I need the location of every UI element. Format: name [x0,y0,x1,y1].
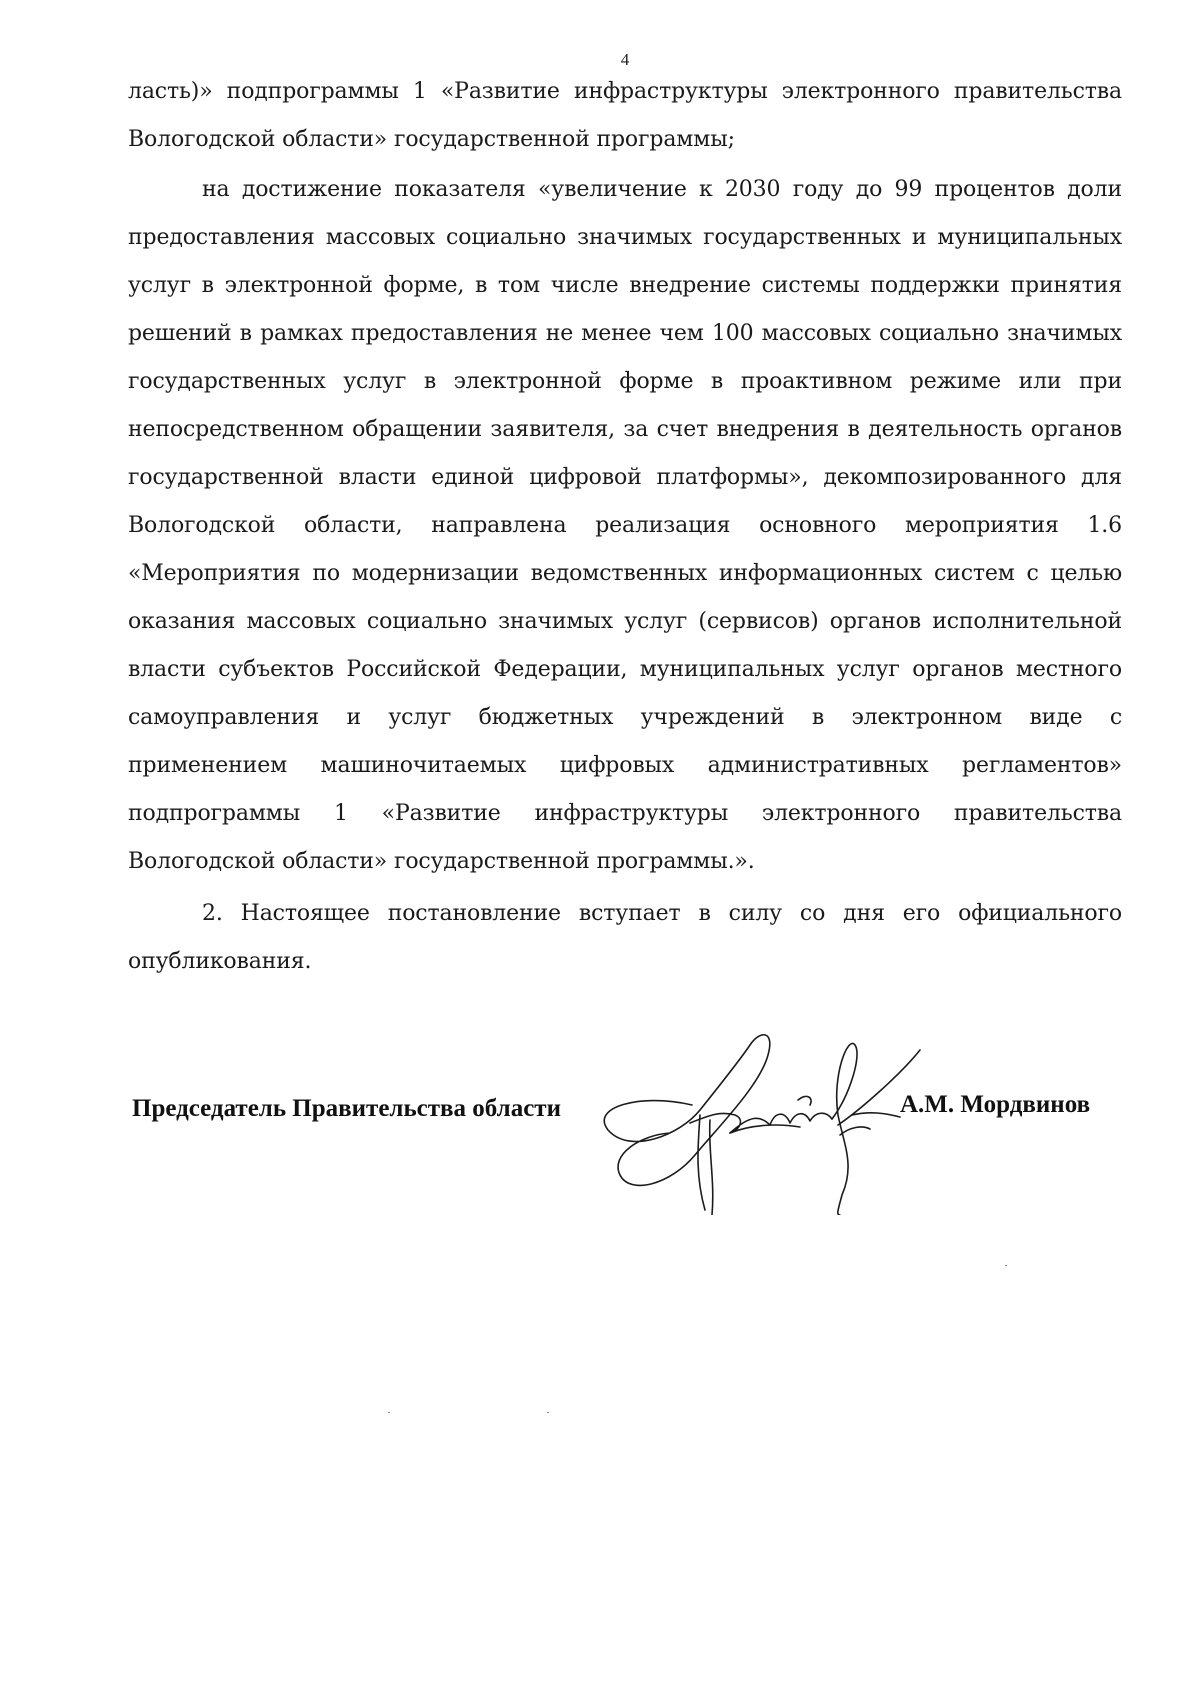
paragraph-continuation: ласть)» подпрограммы 1 «Развитие инфраструктуры электронного правительства Вологодской области» государственной программы; [128,79,1122,152]
signatory-position: Председатель Правительства области [132,1095,561,1122]
paragraph-effective-date: 2. Настоящее постановление вступает в силу со дня его официального опубликования. [128,901,1122,974]
scan-speck [1005,1265,1007,1266]
page-number: 4 [620,50,630,69]
scan-speck [388,1412,390,1413]
signatory-name: А.М. Мордвинов [900,1091,1091,1118]
scan-speck [547,1412,549,1413]
document-body [128,68,1122,986]
paragraph-indicator: на достижение показателя «увеличение к 2030 году до 99 процентов доли предоставления массовых социально значимых государственных и муниципальных услуг в электронной форме, в том числе внедрение системы поддержки принятия решений в рамках предоставления не менее чем 100 массовых социально значимых государственных услуг в электронной форме в проактивном режиме или при непосредственном обращении заявителя, за счет внедрения в деятельность органов государственной власти единой цифровой платформы», декомпозированного для Вологодской области, направлена реализация основного мероприятия 1.6 «Мероприятия по модернизации ведомственных информационных систем с целью оказания массовых социально значимых услуг (сервисов) органов исполнительной власти субъектов Российской Федерации, муниципальных услуг органов местного самоуправления и услуг бюджетных учреждений в электронном виде с применением машиночитаемых цифровых административных регламентов» подпрограммы 1 «Развитие инфраструктуры электронного правительства Вологодской области» государственной программы.». [128,177,1122,874]
